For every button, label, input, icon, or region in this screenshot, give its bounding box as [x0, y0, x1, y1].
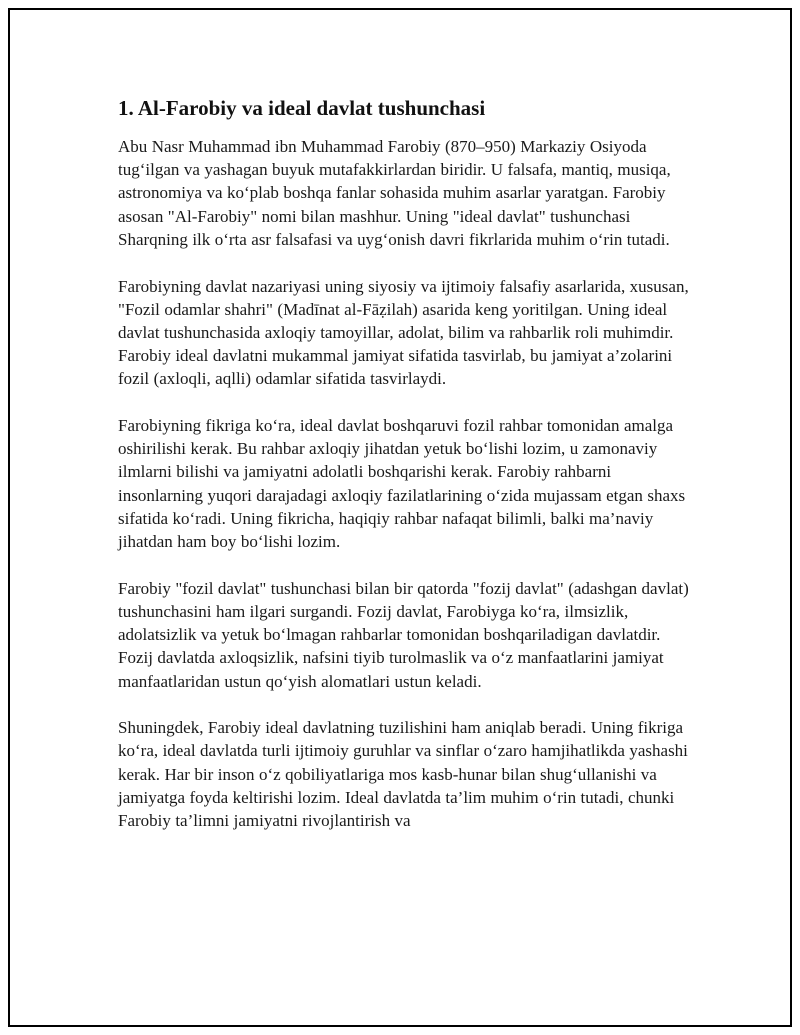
page-frame: [8, 8, 792, 1027]
document-body: [118, 94, 696, 856]
paragraph-3: Farobiyning fikriga ko‘ra, ideal davlat boshqaruvi fozil rahbar tomonidan amalga oshirilishi kerak. Bu rahbar axloqiy jihatdan yetuk bo‘lishi lozim, u zamonaviy ilmlarni bilishi va jamiyatni adolatli boshqarishi kerak. Farobiy rahbarni insonlarning yuqori darajadagi axloqiy fazilatlarining o‘zida mujassam etgan shaxs sifatida ko‘radi. Uning fikricha, haqiqiy rahbar nafaqat bilimli, balki ma’naviy jihatdan ham boy bo‘lishi lozim.: [118, 416, 686, 552]
paragraph-1: Abu Nasr Muhammad ibn Muhammad Farobiy (870–950) Markaziy Osiyoda tug‘ilgan va yashagan buyuk mutafakkirlardan biridir. U falsafa, mantiq, musiqa, astronomiya va ko‘plab boshqa fanlar sohasida muhim asarlar yaratgan. Farobiy asosan "Al-Farobiy" nomi bilan mashhur. Uning "ideal davlat" tushunchasi Sharqning ilk o‘rta asr falsafasi va uyg‘onish davri fikrlarida muhim o‘rin tutadi.: [118, 137, 671, 249]
paragraph-4: Farobiy "fozil davlat" tushunchasi bilan bir qatorda "fozij davlat" (adashgan davlat) tushunchasini ham ilgari surgandi. Fozij davlat, Farobiyga ko‘ra, ilmsizlik, adolatsizlik va yetuk bo‘lmagan rahbarlar tomonidan boshqariladigan davlatdir. Fozij davlatda axloqsizlik, nafsini tiyib turolmaslik va o‘z manfaatlarini jamiyat manfaatlaridan ustun qo‘yish alomatlari ustun keladi.: [118, 578, 689, 691]
section-heading: 1. Al-Farobiy va ideal davlat tushunchasi: [118, 96, 486, 120]
paragraph-5: Shuningdek, Farobiy ideal davlatning tuzilishini ham aniqlab beradi. Uning fikriga ko‘ra, ideal davlatda turli ijtimoiy guruhlar va sinflar o‘zaro hamjihatlikda yashashi kerak. Har bir inson o‘z qobiliyatlariga mos kasb-hunar bilan shug‘ullanishi va jamiyatga foyda keltirishi lozim. Ideal davlatda ta’lim muhim o‘rin tutadi, chunki Farobiy ta’limni jamiyatni rivojlantirish va: [118, 718, 688, 831]
paragraph-2: Farobiyning davlat nazariyasi uning siyosiy va ijtimoiy falsafiy asarlarida, xususan, "Fozil odamlar shahri" (Madīnat al-Fāẓilah) asarida keng yoritilgan. Uning ideal davlat tushunchasida axloqiy tamoyillar, adolat, bilim va rahbarlik roli muhimdir. Farobiy ideal davlatni mukammal jamiyat sifatida tasvirlab, bu jamiyat a’zolarini fozil (axloqli, aqlli) odamlar sifatida tasvirlaydi.: [118, 276, 689, 389]
